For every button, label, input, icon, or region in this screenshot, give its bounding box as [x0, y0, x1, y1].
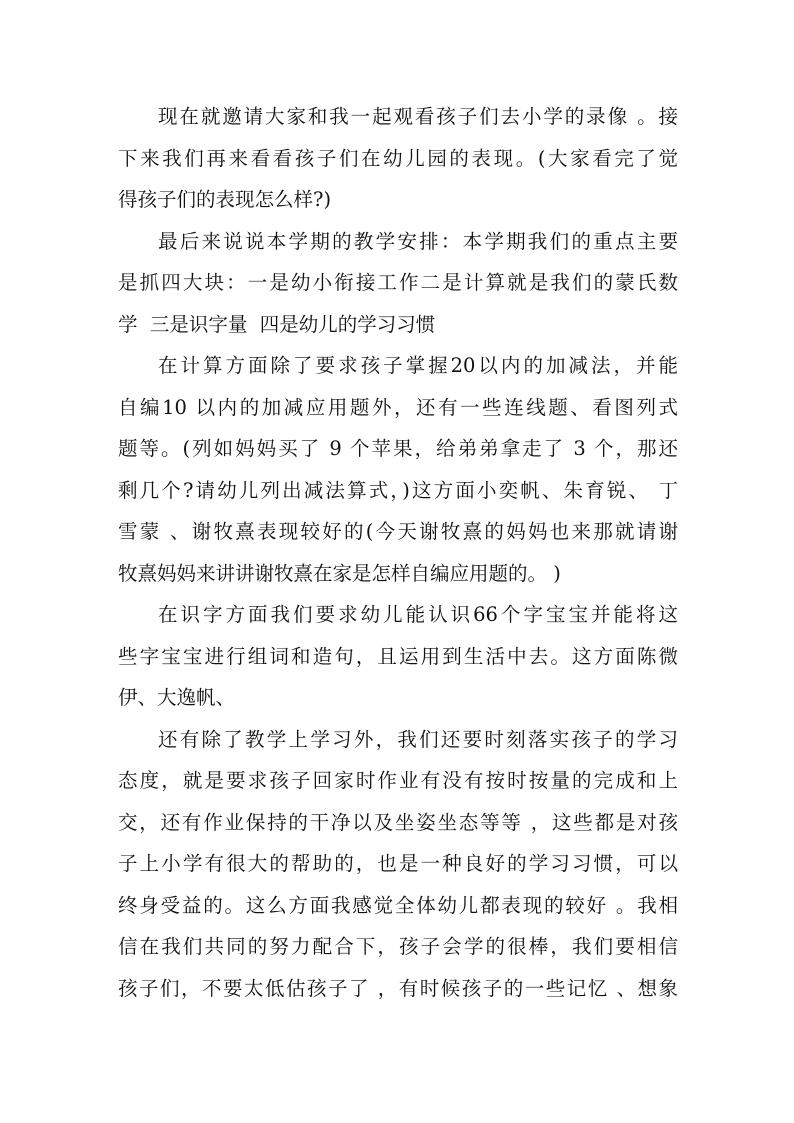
- text-line: 是抓四大块：一是幼小衔接工作二是计算就是我们的蒙氏数: [118, 271, 678, 294]
- paragraph-literacy: [118, 594, 678, 719]
- text-line: 最后来说说本学期的教学安排：本学期我们的重点主要: [158, 229, 678, 253]
- text-line: 剩几个?请幼儿列出减法算式，)这方面小奕帆、朱育锐、 丁: [118, 478, 678, 502]
- text-line: 些字宝宝进行组词和造句，且运用到生活中去。这方面陈微: [118, 644, 678, 668]
- text-line: 态度，就是要求孩子回家时作业有没有按时按量的完成和上: [118, 769, 678, 792]
- text-line: 在计算方面除了要求孩子掌握20以内的加减法，并能: [158, 354, 678, 377]
- text-line: 交，还有作业保持的干净以及坐姿坐态等等 ，这些都是对孩: [118, 810, 678, 834]
- text-line: 终身受益的。这么方面我感觉全体幼儿都表现的较好 。我相: [118, 893, 678, 917]
- text-line: 现在就邀请大家和我一起观看孩子们去小学的录像 。接: [158, 105, 678, 128]
- document-body: [118, 96, 678, 1009]
- text-line: 得孩子们的表现怎么样?): [118, 188, 332, 211]
- text-line: 子上小学有很大的帮助的，也是一种良好的学习习惯，可以: [118, 852, 678, 875]
- paragraph-calculation: [118, 345, 678, 594]
- text-line: 自编10 以内的加减应用题外，还有一些连线题、看图列式: [118, 395, 678, 419]
- text-line: 学 三是识字量 四是幼儿的学习习惯: [118, 312, 436, 336]
- paragraph-study-habits: [118, 719, 678, 1010]
- text-line: 题等。(列如妈妈买了 9 个苹果，给弟弟拿走了 3 个，那还: [118, 437, 678, 460]
- text-line: 还有除了教学上学习外，我们还要时刻落实孩子的学习: [158, 727, 678, 751]
- text-line: 下来我们再来看看孩子们在幼儿园的表现。(大家看完了觉: [118, 146, 678, 170]
- text-line: 伊、大逸帆、: [118, 686, 236, 709]
- paragraph-video-invitation: [118, 96, 678, 221]
- text-line: 信在我们共同的努力配合下，孩子会学的很棒，我们要相信: [118, 935, 678, 958]
- text-line: 孩子们，不要太低估孩子了 ，有时候孩子的一些记忆 、想象: [118, 976, 678, 1000]
- text-line: 在识字方面我们要求幼儿能认识66个字宝宝并能将这: [158, 603, 678, 626]
- paragraph-teaching-plan: [118, 221, 678, 346]
- text-line: 雪蒙 、谢牧熹表现较好的(今天谢牧熹的妈妈也来那就请谢: [118, 520, 678, 543]
- text-line: 牧熹妈妈来讲讲谢牧熹在家是怎样自编应用题的。 ): [118, 561, 561, 585]
